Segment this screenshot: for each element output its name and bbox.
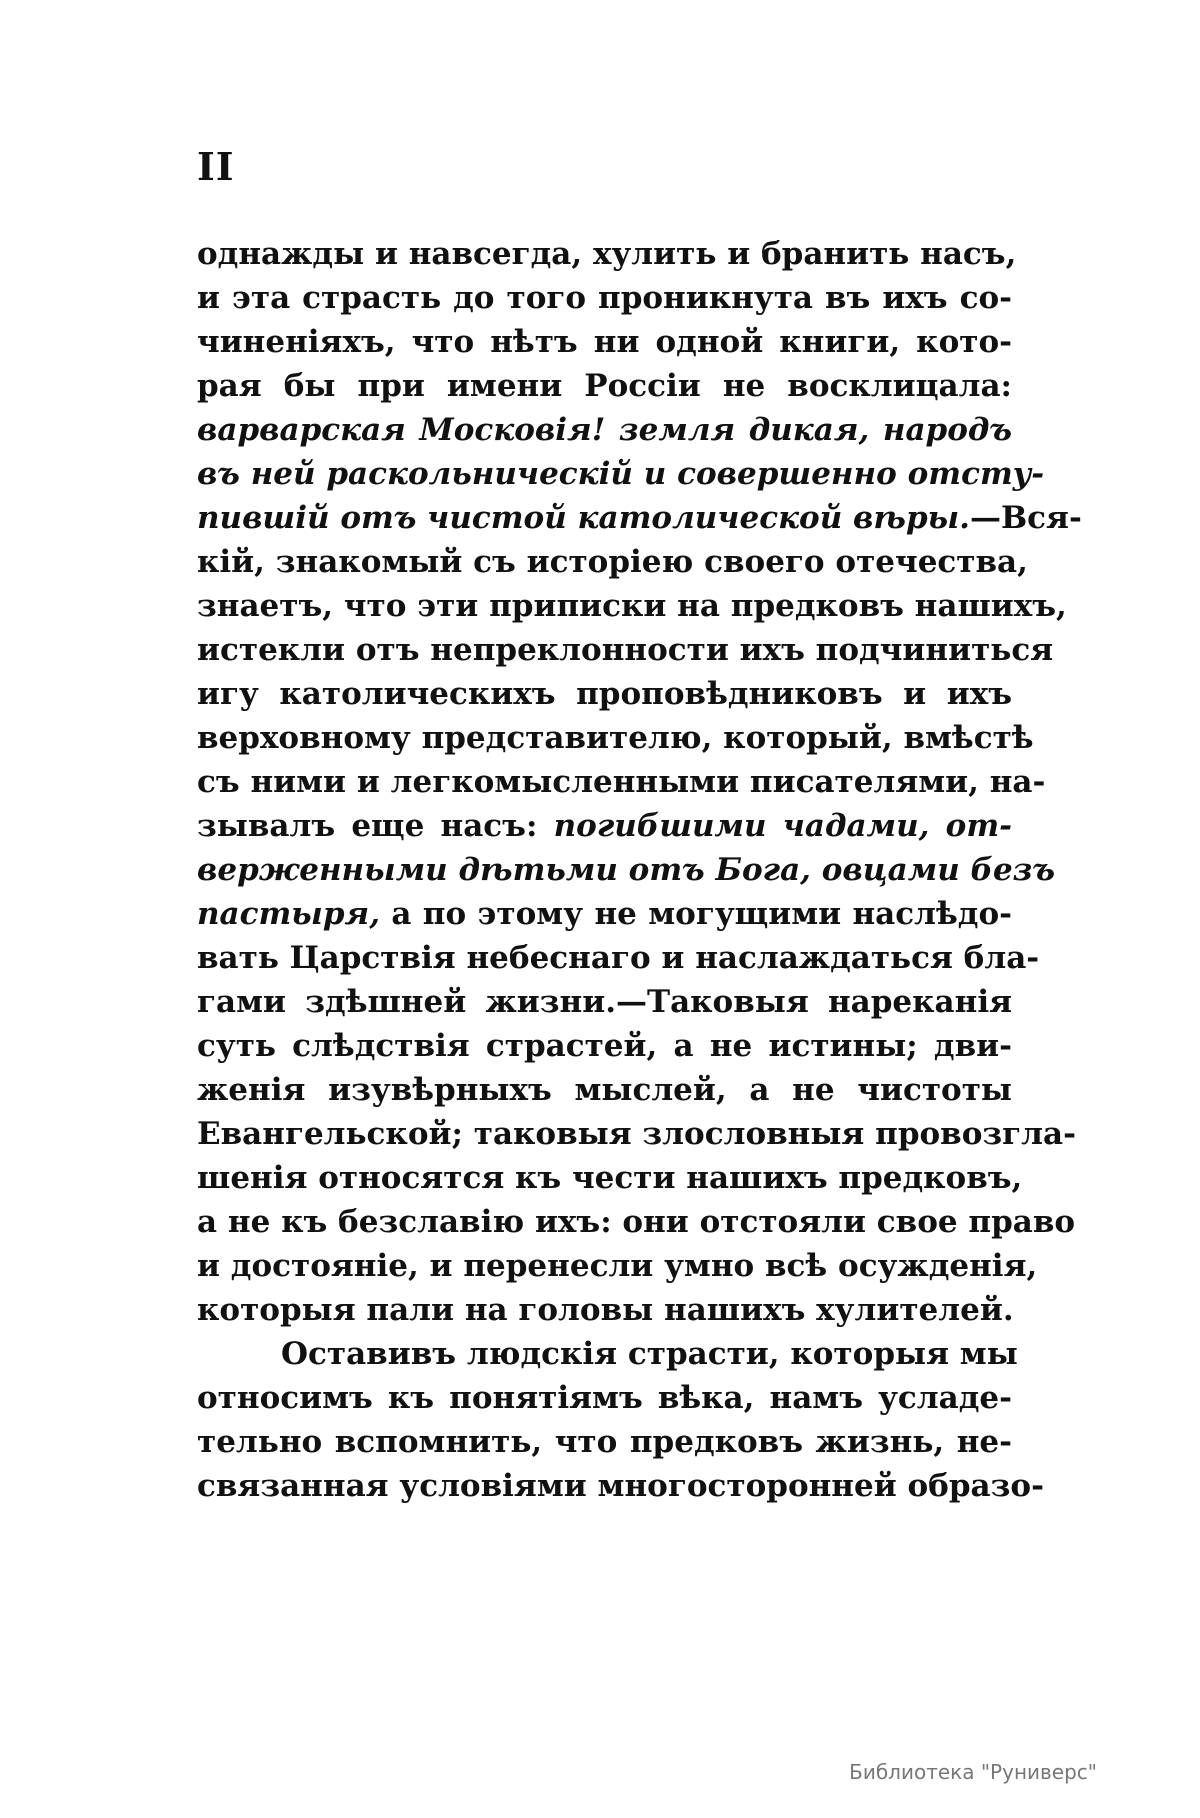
italic-text: пастыря,: [197, 896, 380, 932]
text-line: [197, 1024, 1012, 1068]
body-text: [197, 232, 1082, 1508]
text-line: [197, 716, 1034, 760]
text-line: [197, 1420, 1012, 1464]
text-line: [197, 1200, 1076, 1244]
text-segment: суть слѣдствія страстей, а не истины; дви-: [197, 1028, 1012, 1064]
text-line: [197, 496, 1082, 540]
text-line: [197, 232, 1017, 276]
text-segment: рая бы при имени Россіи не восклицала:: [197, 368, 1012, 404]
text-line: [197, 1332, 1018, 1376]
text-line: [197, 452, 1045, 496]
text-segment: Евангельской; таковыя злословныя провозгла-: [197, 1116, 1076, 1152]
text-segment: вать Царствія небеснаго и наслаждаться бла-: [197, 940, 1040, 976]
text-segment: зывалъ еще насъ:: [197, 808, 554, 844]
text-segment: шенія относятся къ чести нашихъ предковъ,: [197, 1160, 1023, 1196]
library-watermark: Библиотека "Руниверс": [849, 1760, 1097, 1784]
italic-text: въ ней раскольническій и совершенно отсту-: [197, 456, 1045, 492]
italic-text: погибшими чадами, от-: [553, 808, 1012, 844]
italic-text: варварская Московія! земля дикая, народъ: [197, 412, 1012, 448]
text-line: [197, 1288, 1012, 1332]
page-number: II: [197, 144, 235, 189]
text-line: [197, 980, 1012, 1024]
text-segment: кій, знакомый съ исторіею своего отечества,: [197, 544, 1028, 580]
text-line: [197, 1244, 1038, 1288]
text-line: [197, 276, 1012, 320]
text-line: [197, 1068, 1012, 1112]
text-segment: верховному представителю, который, вмѣстѣ: [197, 720, 1034, 756]
text-segment: а не къ безславію ихъ: они отстояли свое право: [197, 1204, 1076, 1240]
text-line: [197, 364, 1012, 408]
text-line: [197, 584, 1067, 628]
text-line: [197, 848, 1055, 892]
text-line: [197, 760, 1046, 804]
text-line: [197, 320, 1012, 364]
text-segment: съ ними и легкомысленными писателями, на-: [197, 764, 1046, 800]
text-segment: однажды и навсегда, хулить и бранить насъ,: [197, 236, 1017, 272]
text-line: [197, 1112, 1076, 1156]
text-line: [197, 628, 1054, 672]
text-line: [197, 672, 1012, 716]
text-segment: и эта страсть до того проникнута въ ихъ со-: [197, 280, 1012, 316]
text-segment: тельно вспомнить, что предковъ жизнь, не-: [197, 1424, 1012, 1460]
text-line: [197, 1376, 1012, 1420]
text-segment: —Вся-: [969, 500, 1082, 536]
text-segment: которыя пали на головы нашихъ хулителей.: [197, 1292, 1014, 1328]
text-segment: гами здѣшней жизни.—Таковыя нареканія: [197, 984, 1012, 1020]
text-segment: игу католическихъ проповѣдниковъ и ихъ: [197, 676, 1012, 712]
text-segment: и достояніе, и перенесли умно всѣ осужденія,: [197, 1248, 1038, 1284]
text-segment: чиненіяхъ, что нѣтъ ни одной книги, кото-: [197, 324, 1012, 360]
text-line: [197, 1464, 1044, 1508]
text-line: [197, 936, 1040, 980]
text-line: [197, 540, 1028, 584]
text-segment: женія изувѣрныхъ мыслей, а не чистоты: [197, 1072, 1012, 1108]
text-segment: знаетъ, что эти приписки на предковъ нашихъ,: [197, 588, 1067, 624]
text-segment: связанная условіями многосторонней образо-: [197, 1468, 1044, 1504]
text-segment: истекли отъ непреклонности ихъ подчиниться: [197, 632, 1054, 668]
text-line: [197, 408, 1012, 452]
text-segment: относимъ къ понятіямъ вѣка, намъ усладе-: [197, 1380, 1012, 1416]
text-segment: а по этому не могущими наслѣдо-: [380, 896, 1012, 932]
text-line: [197, 804, 1012, 848]
text-line: [197, 892, 1012, 936]
text-segment: Оставивъ людскія страсти, которыя мы: [281, 1336, 1018, 1372]
italic-text: верженными дѣтьми отъ Бога, овцами безъ: [197, 852, 1055, 888]
italic-text: пившій отъ чистой католической вѣры.: [197, 500, 970, 536]
text-line: [197, 1156, 1023, 1200]
